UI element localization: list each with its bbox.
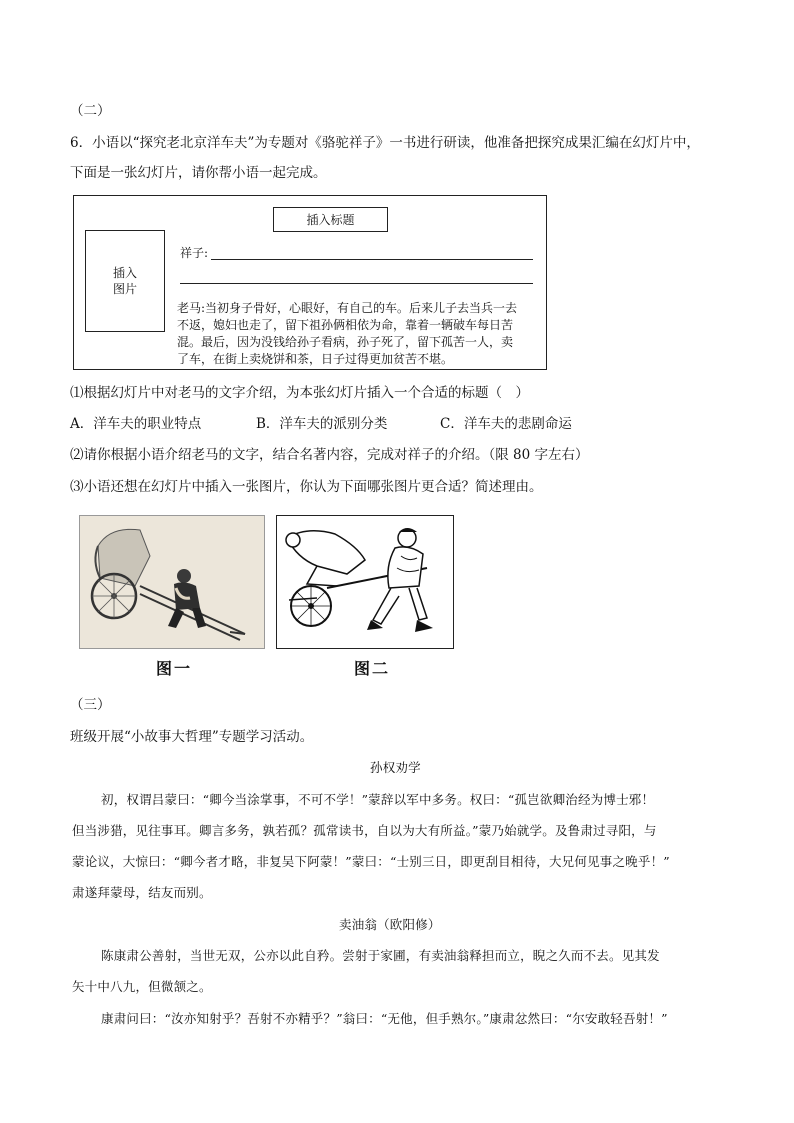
text-2-line-3: 康肃问曰：“汝亦知射乎？吾射不亦精乎？”翁曰：“无他，但手熟尔。”康肃忿然曰：“尔安敢轻吾射！” [101, 1011, 668, 1026]
figure-2-image [276, 515, 454, 649]
rickshaw-painting-icon [80, 516, 265, 649]
slide-image-placeholder [85, 230, 165, 332]
section-3-intro: 班级开展“小故事大哲理”专题学习活动。 [70, 729, 314, 745]
text-2-line-1: 陈康肃公善射，当世无双，公亦以此自矜。尝射于家圃，有卖油翁释担而立，睨之久而不去。见其发 [101, 948, 660, 963]
text-2-title: 卖油翁（欧阳修） [339, 917, 441, 932]
option-c: C．洋车夫的悲剧命运 [440, 416, 572, 432]
figure-2-caption: 图二 [354, 659, 391, 678]
text-2-line-2: 矢十中八九，但微颔之。 [72, 979, 212, 994]
xiangzi-label: 祥子: [180, 246, 209, 260]
section-heading-3: （三） [70, 697, 111, 713]
sub-question-2: ⑵请你根据小语介绍老马的文字，结合名著内容，完成对祥子的介绍。（限 80 字左右） [70, 447, 589, 463]
text-1-line-1: 初，权谓吕蒙曰：“卿今当涂掌事，不可不学！”蒙辞以军中多务。权曰：“孤岂欲卿治经为博士邪！ [101, 792, 655, 807]
text-1-line-3: 蒙论议，大惊曰：“卿今者才略，非复吴下阿蒙！”蒙曰：“士别三日，即更刮目相待，大兄何见事之晚乎！” [72, 854, 670, 869]
answer-line-1 [211, 259, 533, 260]
sub-question-3: ⑶小语还想在幻灯片中插入一张图片，你认为下面哪张图片更合适？简述理由。 [70, 479, 543, 495]
laoma-line-4: 了车，在街上卖烧饼和茶，日子过得更加贫苦不堪。 [177, 352, 454, 366]
image-placeholder-line2: 图片 [112, 282, 137, 296]
option-a: A．洋车夫的职业特点 [70, 416, 202, 432]
question-6-line1: 6．小语以“探究老北京洋车夫”为专题对《骆驼祥子》一书进行研读，他准备把探究成果汇编在幻灯片中， [70, 135, 700, 151]
image-placeholder-line1: 插入 [112, 266, 137, 280]
laoma-line-2: 不返，媳妇也走了，留下祖孙俩相依为命，靠着一辆破车每日苦 [177, 318, 514, 332]
figure-1-image [79, 515, 265, 649]
laoma-line-1: 老马:当初身子骨好，心眼好，有自己的车。后来儿子去当兵一去 [177, 301, 518, 315]
text-1-title: 孙权劝学 [370, 760, 421, 775]
option-b: B．洋车夫的派别分类 [256, 416, 388, 432]
question-6-line2: 下面是一张幻灯片，请你帮小语一起完成。 [70, 165, 327, 181]
figure-1-caption: 图一 [156, 659, 193, 678]
section-heading-2: （二） [70, 103, 111, 119]
text-1-line-2: 但当涉猎，见往事耳。卿言多务，孰若孤？孤常读书，自以为大有所益。”蒙乃始就学。及鲁肃过寻阳，与 [72, 823, 657, 838]
laoma-line-3: 混。最后，因为没钱给孙子看病，孙子死了，留下孤苦一人，卖 [177, 335, 514, 349]
sub-question-1: ⑴根据幻灯片中对老马的文字介绍，为本张幻灯片插入一个合适的标题（ ） [70, 385, 529, 401]
text-1-line-4: 肃遂拜蒙母，结友而别。 [72, 885, 212, 900]
rickshaw-line-drawing-icon [277, 516, 453, 648]
answer-line-2 [180, 283, 533, 284]
slide-title-placeholder: 插入标题 [273, 207, 388, 232]
